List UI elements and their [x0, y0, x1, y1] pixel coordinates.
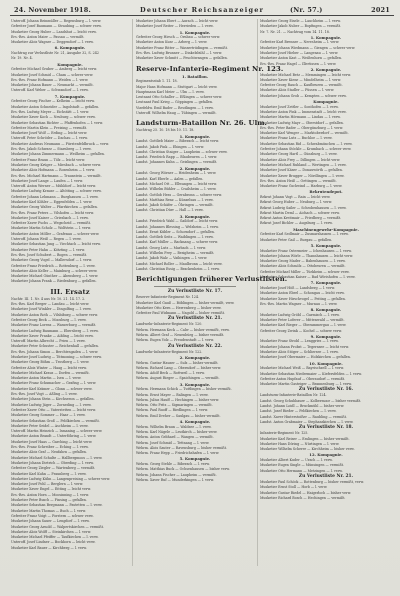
- list-entry: Musketier Michael Weiß — Bayrischzell — l. verw.: [260, 366, 344, 371]
- section-label: Kompagnie.: [57, 61, 83, 67]
- list-entry: Landst. Karl Eberle — Aalen — gefallen.: [136, 176, 204, 181]
- list-entry: Landsturm-Infanterie-Bataillon Nr. 124.: [260, 393, 327, 398]
- list-entry: Musketier Karl Kuhn — Fraunberg — l. verw.: [11, 471, 87, 476]
- list-entry: Musketier Peter Busch — Finsing — gefallen.: [11, 498, 87, 503]
- list-entry: Landst. Wilhelm Bühler — Crailsheim — l. verw.: [136, 187, 217, 192]
- section-label: Maschinengewehr-Kompagnie.: [293, 226, 359, 232]
- list-entry: Musketier Ludwig Gröbl — Garmisch — l. verw.: [260, 312, 340, 317]
- subsection-heading: Zu Verlustliste Nr. 18.: [298, 425, 354, 431]
- list-entry: Musketier Sebastian Bergmann — Pastetten — l. verw.: [11, 503, 103, 508]
- header-column-number: 2021: [371, 6, 390, 14]
- list-entry: Wehrm. Anton Gebhard — Wangen — vermißt.: [136, 435, 214, 440]
- list-entry: Landst. Michael Roller — Maulbronn — leicht verw.: [136, 261, 223, 266]
- list-entry: Wehrm. Franz Hepp — Friedrichshafen — l. verw.: [136, 451, 220, 456]
- list-entry: Musketier Georg Mader — Babenhausen — l. verw.: [260, 259, 346, 264]
- subsection-heading: Zu Verlustliste Nr. 21.: [298, 473, 354, 479]
- list-entry: Musketier Josef Obermaier — Holzkirchen — gefallen.: [260, 355, 351, 360]
- section-label: 2. Kompagnie.: [179, 165, 211, 171]
- list-entry: Musketier Xaver Engel — Eitting — leicht verw.: [11, 487, 91, 492]
- list-entry: Landst. Friedrich Wahl — Gaildorf — leicht verw.: [136, 219, 219, 224]
- list-entry: Ers.-Res. Franz Schreiber — Eching — l. verw.: [11, 445, 89, 450]
- list-entry: Ers.-Res. Ludwig Brunner — Dinkelsbühl — l. verw.: [136, 51, 223, 56]
- list-entry: Landwehr-Infanterie-Regiment Nr. 122.: [136, 349, 203, 354]
- list-entry: Musketier Anton Brandt — Unterföhring — l. verw.: [11, 434, 97, 439]
- list-entry: Musketier Martin Thomas — Buch — l. verw.: [11, 508, 86, 513]
- list-entry: Musketier Johann Sauer — Lengdorf — l. verw.: [11, 519, 90, 524]
- list-entry: Landst. Christian Essig — Brackenheim — l. verw.: [136, 266, 220, 271]
- list-entry: Musketier Karl Wenger — Marktoberdorf — vermißt.: [260, 131, 349, 136]
- list-entry: Musketier Xaver Schmitt — Feuchtwangen — gefallen.: [136, 56, 228, 61]
- subsection-heading: Zu Verlustliste Nr. 21.: [167, 316, 223, 322]
- list-entry: Musketier Wilhelm Scherer — Kirchheim — bisher verw.: [260, 447, 355, 452]
- list-entry: Gefreiter Michael Miller — Türkheim — schwer verw.: [260, 269, 350, 274]
- list-entry: Musketier Xaver Koch — Neuburg — schwer verw.: [11, 115, 96, 120]
- list-entry: Wehrm. Johann Fischer — Laupheim — vermißt.: [136, 472, 217, 477]
- list-entry: Musketier Karl Gauß — Böblingen — bisher vermißt, verw.: [136, 300, 235, 305]
- list-entry: Ers.-Res. Peter Bader — Obergünzburg — l. verw.: [260, 125, 344, 130]
- list-entry: Nr. 7. Nr. 21. — Nachtrag vom 14. 11. 18.: [260, 29, 330, 34]
- list-entry: Nachtr. III. 1. Nr. 4 aus Nr. 10. 21. 14. 17. 2.: [11, 296, 86, 301]
- column-divider: [132, 19, 133, 566]
- list-entry: Musketier Jakob Nuber — Bopfingen — vermißt.: [260, 24, 342, 29]
- list-entry: Musketier Anton Möller — Grafenau — schwer verw.: [11, 231, 100, 236]
- list-entry: Musketier Sebastian Jung — Viechtach — leicht verw.: [11, 242, 101, 247]
- list-entry: Musketier Albert Kuder — Urach — l. verw.: [260, 458, 333, 463]
- list-entry: Rekrut Georg Huber — Neuburg — l. verw.: [260, 200, 333, 205]
- list-entry: Musketier Johann Bauer — Neumarkt — vermißt.: [11, 83, 94, 88]
- list-entry: Musketier Eugen Single — Münsingen — vermißt.: [260, 463, 345, 468]
- list-entry: Musketier Georg Arnold — Walpertskirchen — vermißt.: [11, 524, 105, 529]
- list-entry: Musketier Michael Schulte — Hallbergmoos — l. verw.: [11, 455, 103, 460]
- list-entry: Musketier Franz Ostermeier — Ichenhausen — l. verw.: [260, 248, 352, 253]
- list-entry: Musketier Alois Stöger — Schliersee — l. verw.: [260, 350, 339, 355]
- list-entry: Gefreiter Martin Klein — Freising — vermißt.: [11, 125, 88, 130]
- list-entry: Landst. Anton Grabmaier — Stephanskirchen — l. verw.: [260, 419, 354, 424]
- list-entry: Musketier Alois Graf — Neufahrn — gefallen.: [11, 450, 87, 455]
- text-column-1: [11, 19, 129, 590]
- list-entry: Musketier Michael Ruhland — Wertingen — l. verw.: [260, 162, 347, 167]
- list-entry: Leutnant Otto Schaller — Eßlingen — schwer verw.: [136, 95, 223, 100]
- list-entry: Musketier Sebastian Groß — Feldkirchen — vermißt.: [11, 418, 100, 423]
- list-entry: Musketier Josef Winkler — Dingolfing — l. verw.: [11, 307, 92, 312]
- list-entry: Musketier Peter Schuster — Reichenhall — gefallen.: [11, 344, 99, 349]
- list-entry: Wehrm. Adolf Beck — Rottweil — l. verw.: [136, 371, 205, 376]
- list-entry: Gefreiter Paul Widmann — Nagold — bisher vermißt.: [136, 311, 225, 316]
- list-entry: Landst. Georg Wörner — Heidenheim — l. verw.: [136, 171, 217, 176]
- list-entry: Musketier Xaver Franke — Aibling — leicht verw.: [11, 333, 94, 338]
- list-entry: Wehrm. Emil Dreher — Saulgau — bisher vermißt.: [136, 413, 221, 418]
- list-entry: Gefreiter Xaver Fuchs — Wegscheid — vermißt.: [11, 221, 91, 226]
- list-entry: Wehrm. Ernst Mayer — Balingen — l. verw.: [136, 392, 209, 397]
- list-entry: Ers.-Res. Martin Wagner — Murnau — l. verw.: [260, 301, 338, 306]
- list-entry: Musketier Josef Lange — Laufen — l. verw.: [11, 178, 84, 183]
- list-entry: Ers.-Res. Franz Hofmann — Weiden — l. verw.: [11, 77, 89, 82]
- section-label: 3. Kompagnie.: [179, 213, 211, 219]
- list-entry: Landst. Jakob Schäfer — Öhringen — vermißt.: [136, 203, 214, 208]
- list-entry: Ers.-Res. Michael Hartmann — Traunstein — vermißt.: [11, 173, 102, 178]
- section-heading: Berichtigungen früherer Verlustlisten.: [136, 275, 288, 284]
- list-entry: Musketier Xaver Kiene — Mindelheim — l. verw.: [260, 77, 342, 82]
- list-entry: Musketier Georg Böhm — Trostberg — l. verw.: [11, 360, 90, 365]
- section-label: 1. Kompagnie.: [179, 29, 211, 35]
- list-entry: Musketier Sebastian Rid — Schwabmünchen — l. verw.: [260, 141, 353, 146]
- list-entry: Musketier Georg Eisele — Lauchheim — l. verw.: [260, 19, 341, 23]
- list-entry: Musketier Sebastian Niedermaier — Kiefersfelden — l. verw.: [260, 371, 362, 376]
- list-entry: Rekrut Josef Bichler — Augsburg — l. verw.: [260, 221, 333, 226]
- list-entry: Unteroff. Karl Weber — Schwandorf — l. verw.: [11, 88, 89, 93]
- list-entry: Gefreiter Johann Lehmann — Burghausen — l. verw.: [11, 194, 99, 199]
- list-entry: Landst. Ernst Kübler — Schorndorf — gefallen.: [136, 229, 215, 234]
- list-entry: Musketier Peter Gail — Burgau — gefallen.: [260, 237, 333, 242]
- list-entry: Unteroff. Wilhelm Haug — Tübingen — vermißt.: [136, 111, 217, 116]
- list-entry: Musketier Anton Martin — Isen — l. verw.: [11, 376, 82, 381]
- list-entry: Ers.-Res. Josef Schubert — Bogen — vermißt.: [11, 252, 88, 257]
- list-entry: Leutnant Paul Krieg — Göppingen — gefallen.: [136, 100, 214, 105]
- header-title: Deutscher Reichsanzeiger: [140, 6, 265, 14]
- list-entry: Unteroff. Peter Schröder — Dachau — l. verw.: [11, 136, 88, 141]
- list-entry: Vizefeldw. Emil Bader — Reutlingen — l. verw.: [136, 105, 214, 110]
- list-entry: Musketier Alois Wolff — Steinkirchen — l. verw.: [11, 529, 92, 534]
- section-label: 7. Kompagnie.: [310, 280, 342, 286]
- list-entry: Musketier Josef Schmid — Cham — schwer verw.: [11, 72, 94, 77]
- list-entry: Landst. Xaver Hinterstoißer — Raubling — vermißt.: [260, 414, 347, 419]
- list-entry: Musketier Johann Probst — Tegernsee — leicht verw.: [260, 344, 349, 349]
- list-entry: Musketier Martin Scholz — Wolfstein — l. verw.: [11, 226, 91, 231]
- subsection-heading: Zu Verlustliste Nr. 16.: [298, 387, 354, 393]
- list-entry: Musketier Josef Hieber — Langenau — l. verw.: [260, 51, 339, 56]
- list-entry: Ers.-Res. Karl Berger — Landau — leicht verw.: [11, 302, 90, 307]
- list-entry: Unteroff. Josef Lindner — Bockhorn — leicht verw.: [11, 540, 96, 545]
- section-label: 1. Kompagnie.: [310, 34, 342, 40]
- section-label: 2. Kompagnie.: [179, 354, 211, 360]
- list-entry: Musketier Johann Wiedmann — Giengen — schwer verw.: [260, 45, 356, 50]
- list-entry: Musketier Alois Schmölz — Ottobeuren — vermißt.: [260, 264, 346, 269]
- list-entry: Wehrm. Eugen Volz — Freudenstadt — l. verw.: [136, 338, 214, 343]
- list-entry: Musketier Karl Krämer — Glonn — schwer verw.: [11, 386, 93, 391]
- list-entry: Musketier Michael Pfeiffer — Taufkirchen — l. verw.: [11, 535, 99, 540]
- section-label: 3. Kompagnie.: [179, 381, 211, 387]
- text-column-3: [260, 19, 392, 590]
- list-entry: Landst. Friedrich Rapp — Blaubeuren — l. verw.: [136, 155, 218, 160]
- list-entry: Musketier Josef Ludwig — Tittmoning — schwer verw.: [11, 355, 102, 359]
- list-entry: Musketier Franz Lutz — Buchloe — l. verw.: [260, 136, 333, 141]
- list-entry: Musketier Josef Zettler — Sonthofen — l. verw.: [260, 104, 339, 109]
- section-rule: [154, 286, 236, 287]
- list-entry: Unteroff. Martin Heinrich — Ismaning — schwer verw.: [11, 429, 103, 434]
- list-entry: Musketier Johann Zimmermann — Weilheim — gefallen.: [11, 152, 105, 157]
- list-entry: Musketier Josef Käser — Donauwörth — gefallen.: [260, 168, 343, 173]
- list-entry: Rekrut Ludwig Sailer — Schrobenhausen — l. verw.: [260, 205, 347, 210]
- list-entry: Gefreiter Georg Fischer — Kelheim — leicht verw.: [11, 99, 95, 104]
- list-entry: Gefreiter Georg Zwink — Kochel — schwer verw.: [260, 328, 342, 333]
- list-entry: Musketier Sebastian Richter — Pfaffenhofen — l. verw.: [11, 120, 103, 125]
- list-entry: Ers.-Res. Jakob Schwarz — Starnberg — l. verw.: [11, 147, 92, 152]
- list-entry: Ers.-Res. Josef Vogt — Aßling — l. verw.: [11, 392, 78, 397]
- list-entry: Hauptmann Karl Meier — Ulm — l. verw.: [136, 89, 205, 94]
- list-entry: Musketier Johann Stein — Kirchseeon — gefallen.: [11, 397, 95, 402]
- subsection-heading: Zu Verlustliste Nr. 22.: [167, 343, 223, 349]
- list-entry: Wehrm. Alois Sauter — Ravensburg — bisher vermißt.: [136, 445, 227, 450]
- section-label: 1. Bataillon.: [181, 73, 209, 79]
- header-date: 24. November 1918.: [14, 6, 91, 14]
- section-label: 5. Kompagnie.: [179, 456, 211, 462]
- list-entry: Musketier Johann Grob — Kempten — schwer verw.: [260, 93, 347, 98]
- list-entry: Musketier Alois Wagner — Deggendorf — l. verw.: [11, 40, 94, 45]
- subsection-heading: Zu Verlustliste Nr. 17.: [167, 289, 223, 295]
- list-entry: Ers.-Res. Ludwig Meyer — Eichstätt — l. verw.: [11, 109, 90, 114]
- list-entry: Musketier Josef Wolf — Erding — leicht verw.: [11, 131, 88, 136]
- list-entry: Musketier Xaver Brugger — Nördlingen — l. verw.: [260, 173, 345, 178]
- list-entry: Musketier Paul Schöck — Rottenburg — bisher vermißt, verw.: [260, 479, 364, 484]
- list-entry: Gefreiter Josef Baumann — Straubing — schwer verw.: [11, 24, 102, 29]
- list-entry: Wehrm. Julius Hauff — Hechingen — bisher verw.: [136, 397, 220, 402]
- list-entry: Musketier Alois Stadler — Füssen — l. verw.: [260, 88, 335, 93]
- list-entry: Musketier Anton Kurz — Arberg — l. verw.: [136, 40, 208, 45]
- list-entry: Musketier Johann Frank — Riedenburg — gefallen.: [11, 279, 97, 284]
- list-entry: Ers.-Res. Johann Simon — Berchtesgaden — l. verw.: [11, 349, 99, 354]
- list-entry: Nachtrag 25. 10. 18 bis 10. 11. 18.: [136, 128, 195, 133]
- list-entry: Wehrm. Josef Schmid — Tettnang — l. verw.: [136, 440, 210, 445]
- list-entry: Musketier Georg Huber — Landshut — leicht verw.: [11, 29, 97, 34]
- list-entry: Wehrm. Otto Fritz — Sigmaringen — vermißt.: [136, 403, 213, 408]
- section-heading: III. Ersatz: [50, 287, 90, 296]
- list-entry: Landst. Georg Lutz — Marbach — l. verw.: [136, 245, 206, 250]
- list-entry: Ers.-Res. Anton Maier — Passau — vermißt.: [11, 34, 85, 39]
- list-entry: Musketier Johann Wörle — Thannhausen — leicht verw.: [260, 253, 354, 258]
- list-entry: Musketier Josef Haas — Garching — leicht verw.: [11, 439, 93, 444]
- list-entry: Landst. Michael Ott — Ellwangen — leicht verw.: [136, 181, 217, 186]
- list-entry: Musketier Peter Seidel — Aschheim — l. verw.: [11, 423, 89, 428]
- list-entry: Landst. Gottlieb Seitz — Waiblingen — l. verw.: [136, 235, 214, 240]
- section-label: 1. Kompagnie.: [179, 133, 211, 139]
- list-entry: Wehrm. Richard Lang — Oberndorf — bisher verw.: [136, 365, 222, 370]
- list-entry: Landst. Karl Müller — Backnang — schwer verw.: [136, 240, 219, 245]
- list-entry: Landst. Johannes Kuhn — Geislingen — vermißt.: [136, 160, 218, 165]
- list-entry: Musketier Anton Roth — Vilsbiburg — schwer verw.: [11, 312, 98, 317]
- section-label: 6. Kompagnie.: [54, 45, 86, 51]
- list-entry: Musketier Georg Vogel — Mallersdorf — l. verw.: [11, 258, 92, 263]
- list-entry: Musketier Anton Fink — Immenstadt — leicht verw.: [260, 109, 347, 114]
- header-issue-number: (Nr. 57.): [290, 6, 323, 14]
- list-entry: Wehrm. Gustav Hauser — Sulz — bisher vermißt.: [136, 360, 219, 365]
- list-entry: Landst. Christian Dürr — Hall — l. verw.: [136, 208, 204, 213]
- list-entry: Musketier Georg Krüger — Miesbach — schwer verw.: [11, 162, 102, 167]
- list-entry: Musketier Georg Walter — Pfarrkirchen — gefallen.: [11, 205, 98, 210]
- list-entry: Wehrm. Karl Nägele — Leutkirch — bisher verw.: [136, 429, 218, 434]
- list-entry: Musketier Karl Bauer — Kirchberg — l. verw.: [11, 545, 87, 550]
- list-entry: Musketier Peter Loferer — Mittenwald — vermißt.: [260, 318, 345, 322]
- list-entry: Regimentsstab 1. 11. 18.: [136, 79, 178, 84]
- list-entry: Musketier Ernst Stoll — Horb — l. verw.: [260, 485, 328, 490]
- list-entry: Unteroff. Johann Reinmüller — Regensburg — l. verw.: [11, 19, 102, 23]
- list-entry: Musketier Ludwig Mayr — Oberstdorf — gefallen.: [260, 120, 344, 125]
- section-label: Kompagnie.: [313, 99, 339, 105]
- section-heading: Landsturm-Bataillon Nr. 26. Ulm.: [136, 119, 268, 128]
- list-entry: Wehrm. Hermann Keck — Calw — bisher vermißt, verw.: [136, 327, 230, 332]
- list-entry: Musketier Josef Kaiser — Griesbach — l. verw.: [11, 215, 89, 220]
- list-entry: Unteroff. Martin Albrecht — Prien — l. verw.: [11, 339, 86, 344]
- list-entry: Musketier Josef Pohl — Berglern — l. verw.: [11, 482, 84, 487]
- list-entry: Wehrm. Albert Graf — Neuenbürg — bisher vermißt.: [136, 333, 225, 338]
- list-entry: Landst. Johann Loidl — Bruckmühl — bisher verw.: [260, 404, 345, 409]
- list-entry: Musketier Anton Schneider — Ingolstadt — gefallen.: [11, 104, 100, 109]
- section-label: 2. Kompagnie.: [310, 66, 342, 72]
- list-entry: Rekrut Johann Vogt — Rain — leicht verw.: [260, 194, 331, 199]
- list-entry: Musketier Michael Betz — Memmingen — leicht verw.: [260, 72, 351, 77]
- list-entry: Musketier Alois Keller — Mainburg — schwer verw.: [11, 268, 98, 273]
- list-entry: Musketier Ludwig Jäger — Zorneding — l. verw.: [11, 402, 92, 407]
- list-entry: Landst. Gottlob Hess — Gerabronn — schwer verw.: [136, 192, 222, 197]
- list-entry: Gefreiter Johann Stöckle — Krumbach — schwer verw.: [260, 147, 352, 152]
- list-entry: Musketier Anton Eberl — Schongau — leicht verw.: [260, 291, 345, 296]
- list-entry: Gefreiter Karl Sedlmair — Zusmarshausen — l. verw.: [260, 232, 349, 237]
- section-label: 5. Kompagnie.: [310, 242, 342, 248]
- list-entry: Musketier Josef Reiter — Herrieden — l. verw.: [136, 24, 214, 29]
- list-entry: Wehrm. Matthias Buck — Ochsenhausen — bisher verw.: [136, 467, 230, 472]
- list-entry: Gefreiter Georg Hirsch — Ornbau — schwer verw.: [136, 35, 221, 40]
- list-entry: Ers.-Res. Franz Hagel — Illertissen — l. verw.: [260, 61, 337, 66]
- list-entry: Musketier Ludwig Krause — Altötting — schwer verw.: [11, 189, 102, 194]
- list-entry: Reserve-Infanterie-Regiment Nr. 124.: [136, 295, 199, 300]
- list-entry: Ers.-Res. Anton Heiß — Oettingen — vermißt.: [260, 178, 337, 183]
- list-entry: Gefreiter Franz Braun — Tölz — leicht verw.: [11, 157, 86, 162]
- list-entry: Musketier Gustav Riedel — Haigerloch — bisher verw.: [260, 490, 352, 495]
- list-entry: Gefreiter Michael Gruber — Amberg — leicht verw.: [11, 67, 97, 72]
- column-divider: [257, 19, 258, 566]
- list-entry: Musketier Otto Hermann — Metzingen — l. verw.: [260, 468, 343, 473]
- section-heading: Reserve-Infanterie-Regiment Nr. 123.: [136, 64, 284, 73]
- list-entry: Gefreiter Alois Winter — Haag — leicht verw.: [11, 365, 87, 370]
- list-entry: Wehrm. August Rieger — Spaichingen — vermißt.: [136, 376, 220, 381]
- list-entry: Landst. Georg Schuhbauer — Kolbermoor — bisher vermißt.: [260, 398, 362, 403]
- list-entry: Gefreiter Franz Friedrich — Rottenburg — l. verw.: [11, 263, 96, 268]
- list-entry: Gefreiter Xaver Otto — Vaterstetten — leicht verw.: [11, 407, 97, 412]
- list-entry: Major Hans Hofmann — Stuttgart — leicht verw.: [136, 84, 218, 89]
- section-label: 7. Kompagnie.: [54, 93, 86, 99]
- list-entry: Landst. Jakob Walz — Vaihingen — l. verw.: [136, 256, 208, 261]
- list-entry: Rekrut Martin Deml — Aichach — schwer verw.: [260, 210, 340, 215]
- list-entry: Gefreiter Georg Beck — Moosburg — l. verw.: [11, 317, 87, 322]
- section-label: 12. Kompagnie.: [309, 452, 343, 458]
- list-entry: Landst. Christian Staiger — Laupheim — schwer verw.: [136, 149, 228, 154]
- list-entry: Wehrm. Paul Ruoff — Riedlingen — l. verw.: [136, 408, 209, 413]
- list-entry: Musketier Johann Ebert — Aurach — leicht verw.: [136, 19, 219, 23]
- list-entry: Musketier Karl Rieger — Oberammergau — l. verw.: [260, 323, 347, 328]
- list-entry: Ers.-Res. Franz Peters — Vilshofen — leicht verw.: [11, 210, 94, 215]
- list-entry: Nachtrag zur Verlustliste Nr. 21, Ausgabe 32, S. 242: [11, 51, 99, 56]
- list-entry: Unteroff. Anton Werner — Mühldorf — leicht verw.: [11, 184, 96, 189]
- list-entry: Wehrm. Hermann Schick — Tuttlingen — bisher vermißt.: [136, 387, 232, 392]
- list-entry: Landst. Josef Rieder — Feldkirchen — l. verw.: [260, 409, 337, 414]
- list-entry: Musketier Franz Gschwind — Harburg — l. verw.: [260, 184, 343, 189]
- list-entry: Wehrm. Xaver Ruf — Munderkingen — l. verw.: [136, 477, 214, 482]
- list-entry: Gefreiter Anton Hupfauf — Oberaudorf — vermißt.: [260, 376, 346, 381]
- list-entry: Landst. Wilhelm Frey — Besigheim — vermißt.: [136, 251, 215, 256]
- list-entry: Rekrut Anton Kreitmair — Friedberg — vermißt.: [260, 216, 342, 221]
- list-entry: Musketier Franz Schumacher — Grafing — l. verw.: [11, 381, 97, 386]
- list-entry: Musketier Karl Reiser — Esslingen — bisher vermißt.: [260, 436, 350, 441]
- list-entry: Musketier Sebastian Kaiser — Bad Wörishofen — l. verw.: [260, 275, 356, 280]
- list-entry: Wehrm. Wilhelm Braun — Waldsee — l. verw.: [136, 424, 212, 429]
- list-entry: Musketier Alois Frey — Dillingen — leicht verw.: [260, 157, 341, 162]
- list-entry: Gefreiter Georg Rauch — Kaufbeuren — vermißt.: [260, 83, 343, 88]
- list-entry: Musketier Franz Lorenz — Wasserburg — vermißt.: [11, 323, 97, 328]
- list-entry: Musketier Martin Gasteiger — Brannenburg — l. verw.: [260, 382, 352, 387]
- list-entry: Musketier Michael Günther — Abensberg — l. verw.: [11, 274, 99, 279]
- list-entry: Musketier Franz Strobl — Lenggries — l. verw.: [260, 339, 339, 344]
- list-entry: Musketier Georg Hartl — Günzburg — l. verw.: [260, 152, 338, 157]
- list-entry: Gefreiter Georg Ziegler — Wartenberg — vermißt.: [11, 466, 96, 471]
- list-entry: Landst. Gottlieb Maier — Biberach — leicht verw.: [136, 139, 220, 144]
- list-entry: Musketier Alois Hofmann — Rosenheim — l. verw.: [11, 168, 96, 173]
- list-entry: Musketier Ludwig Kühn — Langenpreising — schwer verw.: [11, 476, 111, 481]
- list-entry: Wehrm. Georg Stehle — Biberach — l. verw.: [136, 462, 210, 467]
- header-rule: [10, 15, 394, 16]
- list-entry: Musketier Karl Köhler — Eggenfelden — l. verw.: [11, 199, 93, 204]
- list-entry: Gefreiter Franz Voigt — Forstern — schwer verw.: [11, 513, 94, 518]
- section-label: 4. Kompagnie.: [179, 419, 211, 425]
- list-entry: Musketier Georg Sommer — Haar — l. verw.: [11, 413, 86, 418]
- list-entry: Landst. Johannes Blessing — Welzheim — l. verw.: [136, 224, 219, 229]
- list-entry: Musketier Martin Hörmann — Lindau — l. verw.: [260, 115, 341, 120]
- list-entry: Musketier Andreas Neumann — Fürstenfeldbruck — verw.: [11, 141, 109, 146]
- section-label: 8. Kompagnie.: [310, 307, 342, 313]
- section-label: Rekrutendepot.: [309, 189, 343, 195]
- section-label: 10. Kompagnie.: [309, 360, 343, 366]
- list-entry: Nr. 19. Nr. 4.: [11, 56, 33, 61]
- list-entry: Musketier Hans Döring — Nürtingen — l. verw.: [260, 441, 340, 446]
- list-entry: Gefreiter Karl Brenner — Neresheim — l. verw.: [260, 40, 340, 45]
- list-entry: Musketier Anton Kast — Weißenhorn — gefallen.: [260, 56, 342, 61]
- list-entry: Musketier Michael Kraus — Dorfen — vermißt.: [11, 370, 90, 375]
- list-entry: Musketier Johann Dietrich — Oberding — l. verw.: [11, 460, 94, 465]
- section-label: 9. Kompagnie.: [310, 333, 342, 339]
- list-entry: Musketier Josef Höß — Landsberg — l. verw.: [260, 285, 336, 290]
- list-entry: Musketier Xaver Hirschvogel — Peiting — gefallen.: [260, 296, 346, 301]
- list-entry: Musketier Richard Bosch — Hechingen — vermißt.: [260, 495, 346, 500]
- list-entry: Ers.-Res. Anton Horn — Moosinning — l. verw.: [11, 492, 90, 497]
- list-entry: Infanterie-Regiment Nr. 125.: [260, 431, 309, 436]
- list-entry: Unteroff. Johann Weiß — Regen — l. verw.: [11, 237, 82, 242]
- list-entry: Musketier Franz Ritter — Wassertrüdingen — vermißt.: [136, 45, 228, 50]
- list-entry: Landst. Jakob Fink — Ehingen — l. verw.: [136, 144, 205, 149]
- list-entry: Musketier Otto Kern — Herrenberg — bisher verw.: [136, 305, 222, 310]
- list-entry: Landst. Matthias Renz — Künzelsau — l. verw.: [136, 197, 214, 202]
- list-entry: Musketier Peter Hahn — Kötzting — l. verw.: [11, 247, 85, 252]
- list-entry: Musketier Ludwig Baumann — Ebersberg — l. verw.: [11, 328, 99, 333]
- list-entry: Landwehr-Infanterie-Regiment Nr. 120.: [136, 322, 203, 327]
